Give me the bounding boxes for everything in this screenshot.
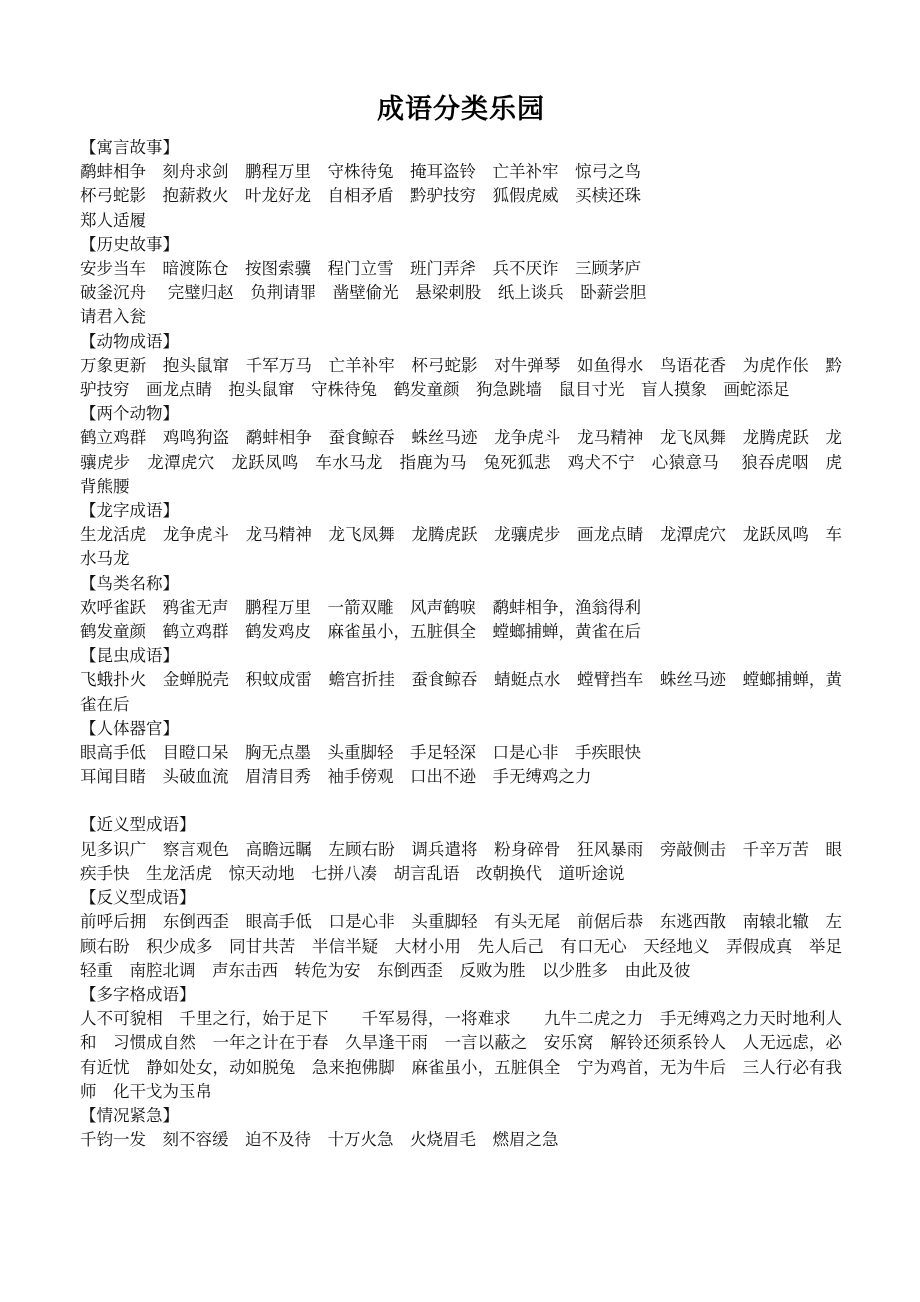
section-heading: 【人体器官】 bbox=[80, 718, 179, 738]
idiom-list-line: 鹤发童颜 鹤立鸡群 鹤发鸡皮 麻雀虽小，五脏俱全 螳螂捕蝉，黄雀在后 bbox=[80, 622, 641, 642]
idiom-list-line: 眼高手低 目瞪口呆 胸无点墨 头重脚轻 手足轻深 口是心非 手疾眼快 bbox=[80, 743, 641, 763]
idiom-section bbox=[80, 499, 842, 572]
idiom-list-line: 安步当车 暗渡陈仓 按图索骥 程门立雪 班门弄斧 兵不厌诈 三顾茅庐 bbox=[80, 259, 641, 279]
section-heading: 【多字格成语】 bbox=[80, 984, 196, 1004]
document-page bbox=[80, 92, 842, 1152]
idiom-list-line: 请君入瓮 bbox=[80, 307, 146, 327]
idiom-list-line: 鹤立鸡群 鸡鸣狗盗 鹬蚌相争 蚕食鲸吞 蛛丝马迹 龙争虎斗 龙马精神 龙飞凤舞 龙腾虎跃 龙骧虎步 龙潭虎穴 龙跃凤鸣 车水马龙 指鹿为马 兔死狐悲 鸡犬不宁 心猿意马 狼吞虎咽 虎背熊腰 bbox=[80, 428, 842, 496]
idiom-section bbox=[80, 136, 842, 233]
idiom-list-line: 前呼后拥 东倒西歪 眼高手低 口是心非 头重脚轻 有头无尾 前倨后恭 东逃西散 南辕北辙 左顾右盼 积少成多 同甘共苦 半信半疑 大材小用 先人后己 有口无心 天经地义 弄假成真 举足轻重 南腔北调 声东击西 转危为安 东倒西歪 反败为胜 以少胜多 由此及彼 bbox=[80, 912, 842, 980]
idiom-section bbox=[80, 644, 842, 717]
idiom-list-line: 千钧一发 刻不容缓 迫不及待 十万火急 火烧眉毛 燃眉之急 bbox=[80, 1130, 559, 1150]
idiom-list-line: 耳闻目睹 头破血流 眉清目秀 袖手傍观 口出不逊 手无缚鸡之力 bbox=[80, 767, 592, 787]
section-heading: 【历史故事】 bbox=[80, 234, 179, 254]
idiom-section bbox=[80, 402, 842, 499]
idiom-list-line: 欢呼雀跃 鸦雀无声 鹏程万里 一箭双雕 风声鹤唳 鹬蚌相争，渔翁得利 bbox=[80, 597, 641, 617]
idiom-list-line: 杯弓蛇影 抱薪救火 叶龙好龙 自相矛盾 黔驴技穷 狐假虎威 买椟还珠 bbox=[80, 186, 641, 206]
idiom-list-line: 飞蛾扑火 金蝉脱壳 积蚊成雷 蟾宫折挂 蚕食鲸吞 蜻蜓点水 螳臂挡车 蛛丝马迹 螳螂捕蝉，黄雀在后 bbox=[80, 670, 842, 714]
idiom-section bbox=[80, 572, 842, 645]
idiom-list-line: 人不可貌相 千里之行，始于足下 千军易得，一将难求 九牛二虎之力 手无缚鸡之力天时地利人和 习惯成自然 一年之计在于春 久旱逢干雨 一言以蔽之 安乐窝 解铃还须系铃人 人无远虑，必有近忧 静如处女，动如脱兔 急来抱佛脚 麻雀虽小，五脏俱全 宁为鸡首，无为牛后 三人行必有我师 化干戈为玉帛 bbox=[80, 1009, 842, 1101]
section-heading: 【动物成语】 bbox=[80, 331, 179, 351]
section-heading: 【龙字成语】 bbox=[80, 501, 179, 521]
idiom-list-line: 见多识广 察言观色 高瞻远瞩 左顾右盼 调兵遣将 粉身碎骨 狂风暴雨 旁敲侧击 千辛万苦 眼疾手快 生龙活虎 惊天动地 七拼八凑 胡言乱语 改朝换代 道听途说 bbox=[80, 839, 842, 883]
idiom-section bbox=[80, 886, 842, 983]
section-heading: 【昆虫成语】 bbox=[80, 646, 179, 666]
idiom-section-list bbox=[80, 136, 842, 1152]
idiom-list-line: 破釜沉舟 完璧归赵 负荆请罪 凿壁偷光 悬梁刺股 纸上谈兵 卧薪尝胆 bbox=[80, 283, 647, 303]
idiom-section bbox=[80, 717, 842, 790]
page-title: 成语分类乐园 bbox=[377, 94, 545, 125]
idiom-section bbox=[80, 1104, 842, 1152]
section-heading: 【寓言故事】 bbox=[80, 138, 179, 157]
idiom-section bbox=[80, 813, 842, 886]
idiom-section bbox=[80, 330, 842, 403]
section-heading: 【反义型成语】 bbox=[80, 888, 196, 908]
idiom-list-line: 万象更新 抱头鼠窜 千军万马 亡羊补牢 杯弓蛇影 对牛弹琴 如鱼得水 鸟语花香 为虎作伥 黔驴技穷 画龙点睛 抱头鼠窜 守株待兔 鹤发童颜 狗急跳墙 鼠目寸光 盲人摸象 画蛇添足 bbox=[80, 355, 842, 400]
idiom-list-line: 生龙活虎 龙争虎斗 龙马精神 龙飞凤舞 龙腾虎跃 龙骧虎步 画龙点睛 龙潭虎穴 龙跃凤鸣 车水马龙 bbox=[80, 525, 842, 569]
section-heading: 【情况紧急】 bbox=[80, 1105, 179, 1125]
section-heading: 【鸟类名称】 bbox=[80, 573, 179, 593]
idiom-section bbox=[80, 233, 842, 330]
section-heading: 【近义型成语】 bbox=[80, 815, 196, 835]
idiom-list-line: 鹬蚌相争 刻舟求剑 鹏程万里 守株待兔 掩耳盗铃 亡羊补牢 惊弓之鸟 bbox=[80, 162, 641, 182]
section-heading: 【两个动物】 bbox=[80, 404, 179, 424]
idiom-list-line: 郑人适履 bbox=[80, 210, 146, 230]
blank-line bbox=[80, 789, 842, 813]
idiom-section bbox=[80, 983, 842, 1104]
